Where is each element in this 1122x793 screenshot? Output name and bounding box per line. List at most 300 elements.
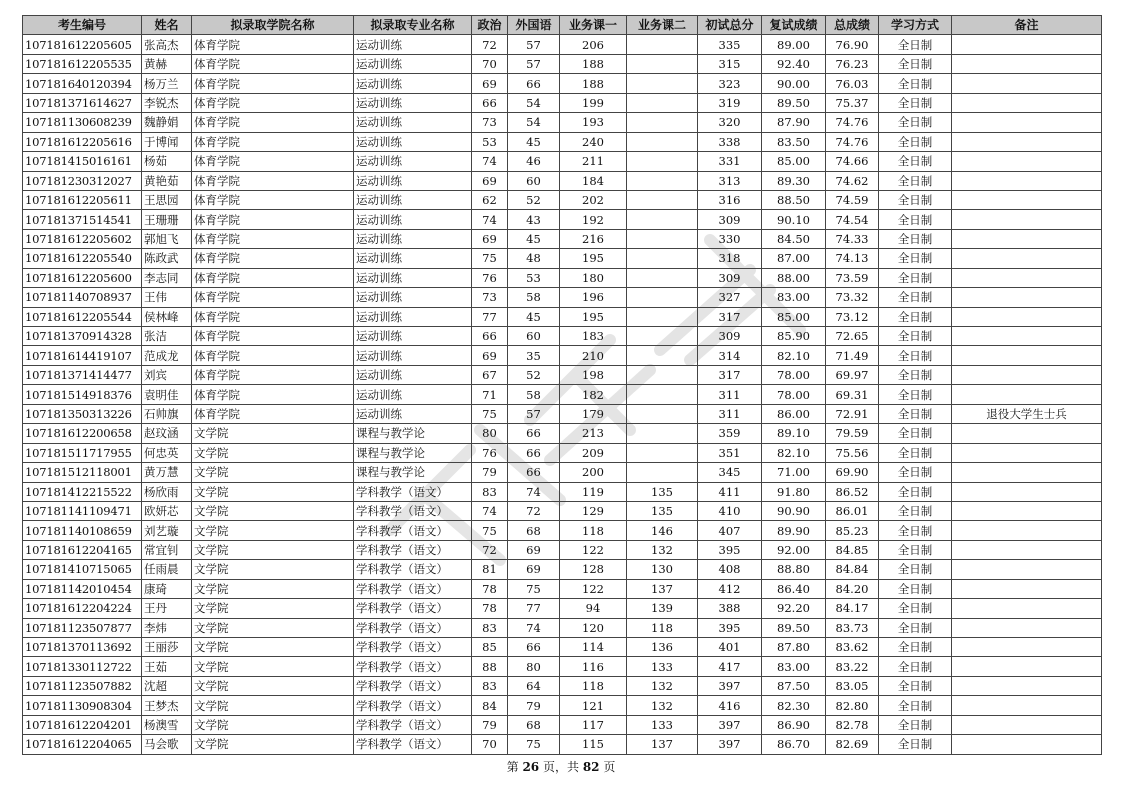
cell-study-mode: 全日制	[879, 540, 952, 559]
cell-politics: 74	[472, 501, 508, 520]
cell-total-score: 72.91	[826, 404, 879, 423]
cell-total-score: 76.23	[826, 54, 879, 73]
cell-remarks	[952, 540, 1102, 559]
cell-retest-score: 83.50	[762, 132, 826, 151]
cell-study-mode: 全日制	[879, 35, 952, 54]
cell-college: 体育学院	[192, 268, 354, 287]
cell-initial-total: 359	[698, 424, 762, 443]
admission-table	[22, 15, 1102, 755]
cell-college: 文学院	[192, 540, 354, 559]
cell-exam-id: 107181612204201	[23, 715, 142, 734]
cell-politics: 76	[472, 443, 508, 462]
cell-initial-total: 335	[698, 35, 762, 54]
table-body	[23, 35, 1102, 754]
cell-retest-score: 86.90	[762, 715, 826, 734]
cell-name: 刘艺璇	[142, 521, 192, 540]
cell-major: 学科教学（语文）	[354, 715, 472, 734]
cell-subject-one: 240	[560, 132, 627, 151]
cell-subject-two: 133	[627, 715, 698, 734]
footer-suffix: 页	[603, 760, 616, 774]
cell-total-score: 69.97	[826, 365, 879, 384]
cell-total-score: 74.13	[826, 249, 879, 268]
cell-exam-id: 107181370113692	[23, 638, 142, 657]
cell-exam-id: 107181612205535	[23, 54, 142, 73]
cell-total-score: 74.76	[826, 113, 879, 132]
cell-remarks	[952, 35, 1102, 54]
cell-retest-score: 87.00	[762, 249, 826, 268]
cell-major: 运动训练	[354, 249, 472, 268]
cell-total-score: 84.17	[826, 599, 879, 618]
cell-initial-total: 309	[698, 268, 762, 287]
cell-college: 文学院	[192, 579, 354, 598]
cell-foreign-language: 53	[508, 268, 560, 287]
cell-remarks	[952, 735, 1102, 754]
cell-retest-score: 90.90	[762, 501, 826, 520]
cell-remarks	[952, 365, 1102, 384]
cell-exam-id: 107181612200658	[23, 424, 142, 443]
header-foreign-language: 外国语	[508, 16, 560, 35]
cell-remarks	[952, 249, 1102, 268]
cell-subject-two	[627, 93, 698, 112]
cell-remarks	[952, 657, 1102, 676]
cell-initial-total: 311	[698, 404, 762, 423]
cell-name: 沈超	[142, 676, 192, 695]
cell-initial-total: 315	[698, 54, 762, 73]
cell-subject-one: 122	[560, 540, 627, 559]
cell-major: 学科教学（语文）	[354, 482, 472, 501]
cell-initial-total: 397	[698, 735, 762, 754]
cell-initial-total: 401	[698, 638, 762, 657]
cell-subject-two: 137	[627, 735, 698, 754]
cell-name: 杨茹	[142, 152, 192, 171]
cell-subject-two: 137	[627, 579, 698, 598]
cell-politics: 66	[472, 93, 508, 112]
cell-politics: 73	[472, 288, 508, 307]
header-exam-id: 考生编号	[23, 16, 142, 35]
cell-initial-total: 417	[698, 657, 762, 676]
cell-foreign-language: 54	[508, 93, 560, 112]
cell-exam-id: 107181640120394	[23, 74, 142, 93]
cell-politics: 83	[472, 676, 508, 695]
cell-total-score: 76.90	[826, 35, 879, 54]
cell-politics: 75	[472, 249, 508, 268]
cell-foreign-language: 66	[508, 638, 560, 657]
cell-total-score: 73.12	[826, 307, 879, 326]
cell-foreign-language: 64	[508, 676, 560, 695]
cell-retest-score: 89.30	[762, 171, 826, 190]
cell-politics: 80	[472, 424, 508, 443]
cell-foreign-language: 45	[508, 307, 560, 326]
cell-college: 体育学院	[192, 190, 354, 209]
cell-initial-total: 330	[698, 229, 762, 248]
cell-college: 文学院	[192, 501, 354, 520]
cell-name: 石帅旗	[142, 404, 192, 423]
cell-initial-total: 351	[698, 443, 762, 462]
cell-subject-one: 188	[560, 54, 627, 73]
table-row	[23, 113, 1102, 132]
cell-foreign-language: 54	[508, 113, 560, 132]
cell-subject-one: 195	[560, 249, 627, 268]
cell-name: 康琦	[142, 579, 192, 598]
cell-college: 体育学院	[192, 327, 354, 346]
cell-college: 体育学院	[192, 365, 354, 384]
cell-college: 文学院	[192, 482, 354, 501]
cell-name: 常宜钊	[142, 540, 192, 559]
cell-major: 学科教学（语文）	[354, 735, 472, 754]
cell-subject-one: 216	[560, 229, 627, 248]
table-row	[23, 365, 1102, 384]
cell-remarks	[952, 424, 1102, 443]
cell-retest-score: 89.10	[762, 424, 826, 443]
cell-initial-total: 320	[698, 113, 762, 132]
cell-remarks: 退役大学生士兵	[952, 404, 1102, 423]
cell-initial-total: 411	[698, 482, 762, 501]
cell-study-mode: 全日制	[879, 521, 952, 540]
cell-politics: 83	[472, 618, 508, 637]
cell-major: 课程与教学论	[354, 463, 472, 482]
cell-retest-score: 71.00	[762, 463, 826, 482]
cell-remarks	[952, 579, 1102, 598]
cell-politics: 70	[472, 54, 508, 73]
cell-foreign-language: 75	[508, 579, 560, 598]
cell-study-mode: 全日制	[879, 715, 952, 734]
cell-subject-two	[627, 385, 698, 404]
table-row	[23, 346, 1102, 365]
cell-total-score: 71.49	[826, 346, 879, 365]
table-row	[23, 190, 1102, 209]
cell-initial-total: 412	[698, 579, 762, 598]
cell-college: 体育学院	[192, 346, 354, 365]
cell-foreign-language: 60	[508, 171, 560, 190]
cell-name: 赵玟涵	[142, 424, 192, 443]
cell-exam-id: 107181612205544	[23, 307, 142, 326]
cell-study-mode: 全日制	[879, 307, 952, 326]
cell-major: 运动训练	[354, 385, 472, 404]
cell-foreign-language: 46	[508, 152, 560, 171]
cell-major: 运动训练	[354, 35, 472, 54]
cell-study-mode: 全日制	[879, 171, 952, 190]
cell-major: 学科教学（语文）	[354, 618, 472, 637]
cell-foreign-language: 35	[508, 346, 560, 365]
cell-total-score: 73.32	[826, 288, 879, 307]
table-row	[23, 501, 1102, 520]
cell-study-mode: 全日制	[879, 463, 952, 482]
cell-subject-two: 139	[627, 599, 698, 618]
cell-study-mode: 全日制	[879, 288, 952, 307]
cell-politics: 77	[472, 307, 508, 326]
cell-total-score: 75.37	[826, 93, 879, 112]
cell-exam-id: 107181141109471	[23, 501, 142, 520]
cell-name: 杨欣雨	[142, 482, 192, 501]
cell-college: 文学院	[192, 715, 354, 734]
cell-foreign-language: 68	[508, 521, 560, 540]
cell-remarks	[952, 288, 1102, 307]
cell-remarks	[952, 190, 1102, 209]
cell-initial-total: 313	[698, 171, 762, 190]
cell-foreign-language: 52	[508, 365, 560, 384]
table-row	[23, 307, 1102, 326]
table-row	[23, 521, 1102, 540]
cell-subject-two	[627, 327, 698, 346]
cell-college: 体育学院	[192, 171, 354, 190]
cell-subject-one: 198	[560, 365, 627, 384]
cell-politics: 69	[472, 171, 508, 190]
cell-subject-one: 182	[560, 385, 627, 404]
cell-politics: 62	[472, 190, 508, 209]
cell-initial-total: 416	[698, 696, 762, 715]
cell-initial-total: 345	[698, 463, 762, 482]
cell-politics: 71	[472, 385, 508, 404]
cell-initial-total: 331	[698, 152, 762, 171]
cell-subject-one: 210	[560, 346, 627, 365]
cell-study-mode: 全日制	[879, 501, 952, 520]
cell-college: 文学院	[192, 424, 354, 443]
cell-exam-id: 107181612204165	[23, 540, 142, 559]
cell-subject-two	[627, 307, 698, 326]
cell-retest-score: 83.00	[762, 657, 826, 676]
cell-remarks	[952, 560, 1102, 579]
cell-college: 文学院	[192, 463, 354, 482]
cell-retest-score: 85.00	[762, 152, 826, 171]
cell-foreign-language: 58	[508, 288, 560, 307]
cell-name: 魏静娟	[142, 113, 192, 132]
cell-subject-two	[627, 171, 698, 190]
cell-name: 王茹	[142, 657, 192, 676]
footer-prefix: 第	[506, 760, 519, 774]
cell-college: 体育学院	[192, 404, 354, 423]
cell-major: 运动训练	[354, 171, 472, 190]
cell-politics: 72	[472, 35, 508, 54]
cell-foreign-language: 57	[508, 404, 560, 423]
cell-study-mode: 全日制	[879, 229, 952, 248]
cell-total-score: 83.73	[826, 618, 879, 637]
cell-total-score: 82.80	[826, 696, 879, 715]
cell-politics: 78	[472, 579, 508, 598]
cell-subject-one: 202	[560, 190, 627, 209]
cell-politics: 67	[472, 365, 508, 384]
cell-study-mode: 全日制	[879, 74, 952, 93]
cell-total-score: 85.23	[826, 521, 879, 540]
cell-retest-score: 88.50	[762, 190, 826, 209]
cell-retest-score: 83.00	[762, 288, 826, 307]
cell-name: 王珊珊	[142, 210, 192, 229]
cell-exam-id: 107181412215522	[23, 482, 142, 501]
cell-subject-one: 183	[560, 327, 627, 346]
cell-initial-total: 327	[698, 288, 762, 307]
cell-foreign-language: 68	[508, 715, 560, 734]
cell-total-score: 76.03	[826, 74, 879, 93]
cell-name: 杨澳雪	[142, 715, 192, 734]
cell-initial-total: 338	[698, 132, 762, 151]
cell-retest-score: 89.50	[762, 618, 826, 637]
cell-remarks	[952, 521, 1102, 540]
cell-exam-id: 107181142010454	[23, 579, 142, 598]
cell-major: 运动训练	[354, 365, 472, 384]
table-row	[23, 696, 1102, 715]
cell-foreign-language: 45	[508, 132, 560, 151]
cell-retest-score: 86.00	[762, 404, 826, 423]
cell-major: 运动训练	[354, 93, 472, 112]
cell-college: 体育学院	[192, 307, 354, 326]
cell-exam-id: 107181350313226	[23, 404, 142, 423]
cell-retest-score: 91.80	[762, 482, 826, 501]
cell-subject-two	[627, 210, 698, 229]
cell-subject-one: 206	[560, 35, 627, 54]
cell-subject-one: 129	[560, 501, 627, 520]
cell-major: 学科教学（语文）	[354, 579, 472, 598]
cell-foreign-language: 66	[508, 443, 560, 462]
cell-major: 运动训练	[354, 74, 472, 93]
table-row	[23, 735, 1102, 754]
cell-remarks	[952, 54, 1102, 73]
cell-politics: 66	[472, 327, 508, 346]
page-footer	[0, 758, 1122, 775]
cell-college: 文学院	[192, 521, 354, 540]
header-name: 姓名	[142, 16, 192, 35]
cell-subject-one: 128	[560, 560, 627, 579]
cell-initial-total: 317	[698, 365, 762, 384]
cell-study-mode: 全日制	[879, 190, 952, 209]
cell-initial-total: 410	[698, 501, 762, 520]
cell-initial-total: 397	[698, 715, 762, 734]
cell-total-score: 74.59	[826, 190, 879, 209]
cell-exam-id: 107181371414477	[23, 365, 142, 384]
cell-subject-two: 132	[627, 676, 698, 695]
table-row	[23, 54, 1102, 73]
cell-name: 王丹	[142, 599, 192, 618]
cell-study-mode: 全日制	[879, 638, 952, 657]
cell-subject-one: 184	[560, 171, 627, 190]
table-row	[23, 424, 1102, 443]
header-remarks: 备注	[952, 16, 1102, 35]
cell-college: 体育学院	[192, 229, 354, 248]
cell-name: 王伟	[142, 288, 192, 307]
cell-college: 体育学院	[192, 152, 354, 171]
header-college: 拟录取学院名称	[192, 16, 354, 35]
cell-subject-one: 115	[560, 735, 627, 754]
cell-major: 学科教学（语文）	[354, 521, 472, 540]
cell-remarks	[952, 93, 1102, 112]
cell-foreign-language: 58	[508, 385, 560, 404]
table-row	[23, 74, 1102, 93]
cell-major: 运动训练	[354, 268, 472, 287]
cell-remarks	[952, 696, 1102, 715]
cell-exam-id: 107181140108659	[23, 521, 142, 540]
cell-foreign-language: 75	[508, 735, 560, 754]
cell-name: 李锐杰	[142, 93, 192, 112]
cell-subject-one: 114	[560, 638, 627, 657]
cell-subject-two	[627, 152, 698, 171]
cell-exam-id: 107181410715065	[23, 560, 142, 579]
cell-remarks	[952, 307, 1102, 326]
cell-remarks	[952, 385, 1102, 404]
table-row	[23, 638, 1102, 657]
cell-politics: 75	[472, 521, 508, 540]
cell-politics: 83	[472, 482, 508, 501]
cell-study-mode: 全日制	[879, 676, 952, 695]
cell-politics: 78	[472, 599, 508, 618]
cell-total-score: 74.62	[826, 171, 879, 190]
cell-college: 体育学院	[192, 288, 354, 307]
cell-major: 学科教学（语文）	[354, 696, 472, 715]
cell-study-mode: 全日制	[879, 385, 952, 404]
cell-retest-score: 89.90	[762, 521, 826, 540]
cell-study-mode: 全日制	[879, 579, 952, 598]
cell-study-mode: 全日制	[879, 657, 952, 676]
cell-subject-two	[627, 190, 698, 209]
cell-major: 运动训练	[354, 327, 472, 346]
cell-subject-one: 195	[560, 307, 627, 326]
cell-politics: 79	[472, 463, 508, 482]
cell-major: 运动训练	[354, 404, 472, 423]
cell-total-score: 82.78	[826, 715, 879, 734]
cell-subject-two	[627, 54, 698, 73]
cell-remarks	[952, 346, 1102, 365]
cell-subject-one: 121	[560, 696, 627, 715]
cell-retest-score: 89.00	[762, 35, 826, 54]
table-row	[23, 715, 1102, 734]
cell-college: 体育学院	[192, 54, 354, 73]
cell-politics: 81	[472, 560, 508, 579]
cell-subject-one: 193	[560, 113, 627, 132]
cell-name: 王丽莎	[142, 638, 192, 657]
cell-foreign-language: 66	[508, 463, 560, 482]
cell-major: 学科教学（语文）	[354, 676, 472, 695]
cell-college: 文学院	[192, 443, 354, 462]
cell-total-score: 74.66	[826, 152, 879, 171]
footer-page-number: 26	[522, 760, 540, 774]
cell-subject-two: 136	[627, 638, 698, 657]
table-row	[23, 268, 1102, 287]
table-row	[23, 210, 1102, 229]
cell-major: 运动训练	[354, 113, 472, 132]
cell-subject-one: 211	[560, 152, 627, 171]
cell-name: 陈政武	[142, 249, 192, 268]
cell-name: 刘宾	[142, 365, 192, 384]
cell-retest-score: 82.30	[762, 696, 826, 715]
cell-study-mode: 全日制	[879, 424, 952, 443]
cell-retest-score: 78.00	[762, 385, 826, 404]
cell-foreign-language: 60	[508, 327, 560, 346]
cell-total-score: 79.59	[826, 424, 879, 443]
cell-study-mode: 全日制	[879, 327, 952, 346]
table-row	[23, 132, 1102, 151]
cell-study-mode: 全日制	[879, 152, 952, 171]
cell-study-mode: 全日制	[879, 54, 952, 73]
cell-study-mode: 全日制	[879, 346, 952, 365]
cell-study-mode: 全日制	[879, 93, 952, 112]
cell-name: 黄艳茹	[142, 171, 192, 190]
cell-study-mode: 全日制	[879, 696, 952, 715]
cell-subject-one: 116	[560, 657, 627, 676]
cell-exam-id: 107181140708937	[23, 288, 142, 307]
cell-total-score: 86.52	[826, 482, 879, 501]
cell-name: 张洁	[142, 327, 192, 346]
cell-remarks	[952, 229, 1102, 248]
cell-subject-two	[627, 249, 698, 268]
table-row	[23, 229, 1102, 248]
cell-retest-score: 90.10	[762, 210, 826, 229]
cell-subject-one: 118	[560, 676, 627, 695]
cell-college: 文学院	[192, 676, 354, 695]
cell-politics: 74	[472, 152, 508, 171]
cell-remarks	[952, 618, 1102, 637]
table-row	[23, 560, 1102, 579]
header-subject-one: 业务课一	[560, 16, 627, 35]
cell-subject-two	[627, 463, 698, 482]
cell-foreign-language: 72	[508, 501, 560, 520]
cell-initial-total: 397	[698, 676, 762, 695]
